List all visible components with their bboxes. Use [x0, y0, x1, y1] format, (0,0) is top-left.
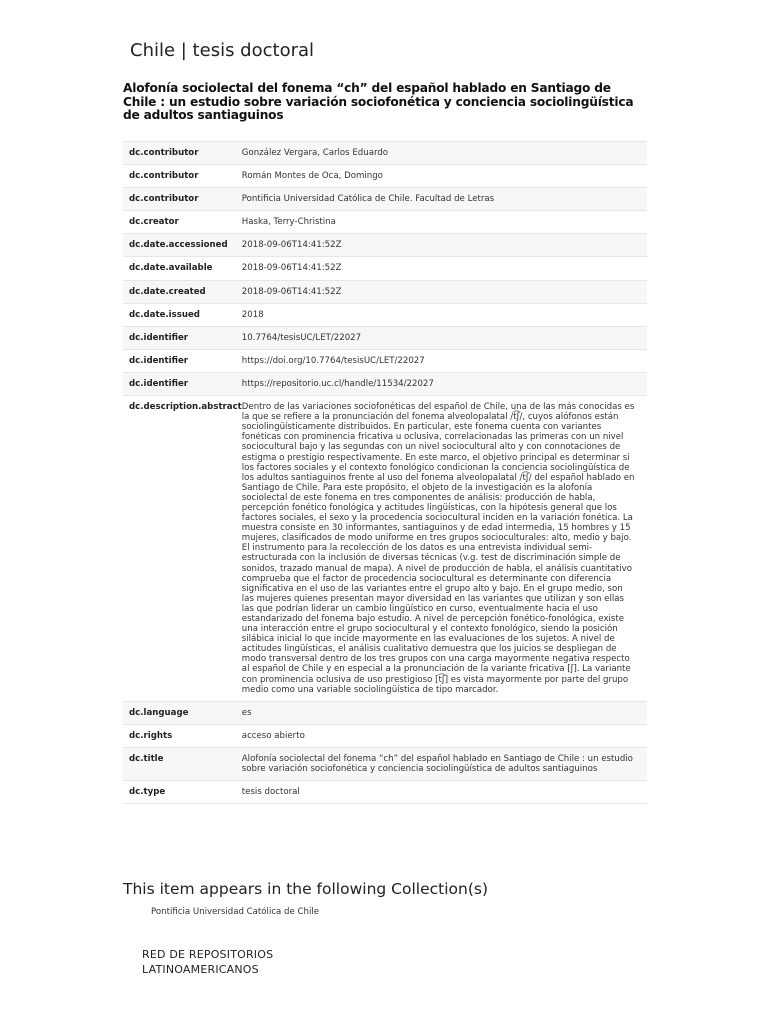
metadata-key: dc.date.available — [129, 263, 213, 274]
metadata-key: dc.rights — [129, 730, 173, 741]
metadata-key: dc.identifier — [129, 378, 189, 389]
footer-line: LATINOAMERICANOS — [142, 963, 259, 976]
metadata-key: dc.contributor — [129, 171, 199, 182]
table-row — [123, 211, 647, 234]
metadata-value: 2018-09-06T14:41:52Z — [241, 263, 342, 274]
metadata-key: dc.identifier — [129, 332, 189, 343]
collections-heading: This item appears in the following Collection(s) — [123, 880, 488, 898]
table-row — [123, 349, 647, 372]
metadata-key: dc.identifier — [129, 355, 189, 366]
metadata-value: Román Montes de Oca, Domingo — [241, 171, 383, 182]
page-header-title: Chile | tesis doctoral — [130, 40, 315, 61]
metadata-abstract: Dentro de las variaciones sociofonéticas del español de Chile, una de las más conocidas es la que se refiere a la pronunciación del fonema alveolopalatal /t͡ʃ/, cuyos alófonos están sociolingüísticamente distribuidos. En particular, este fonema cuenta con variantes fonéticas con prominencia fricativa u oclusiva, correlacionadas las primeras con un nivel sociocultural bajo y las segundas con un nivel sociocultural alto y con connotaciones de estigma o prestigio respectivamente. En este marco, el objetivo principal es determinar si los factores sociales y el contexto fonológico condicionan la conciencia sociolingüística de los adultos santiaguinos frente al uso del fonema alveolopalatal /t͡ʃ/ del español hablado en Santiago de Chile. Para este propósito, el objeto de la investigación es la alofonía sociolectal de este fonema en tres componentes de análisis: producción de habla, percepción fonético fonológica y actitudes lingüísticas, con la hipótesis general que los factores sociales, el sexo y la procedencia sociocultural inciden en la variación fonética. La muestra consiste en 30 informantes, santiaguinos y de edad intermedia, 15 hombres y 15 mujeres, clasificados de modo uniforme en tres grupos socioculturales: alto, medio y bajo. El instrumento para la recolección de los datos es una entrevista individual semi-estructurada con la inclusión de diversas técnicas (v.g. test de discriminación simple de sonidos, trazado manual de mapa). A nivel de producción de habla, el análisis cuantitativo comprueba que el factor de procedencia sociocultural es determinante con diferencia significativa en el uso de las variantes entre el grupo alto y bajo. En el grupo medio, son las mujeres quienes presentan mayor diversidad en las variantes que utilizan y son ellas las que podrían liderar un cambio lingüístico en curso, eventualmente hacia el uso estandarizado del fonema bajo estudio. A nivel de percepción fonético-fonológica, existe una interacción entre el grupo sociocultural y el contexto fonológico, siendo la posición silábica inicial lo que incide mayormente en las evaluaciones de los sujetos. A nivel de actitudes lingüísticas, el análisis cualitativo demuestra que los juicios se despliegan de modo transversal dentro de los tres grupos con una carga mayormente negativa respecto al español de Chile y en especial a la pronunciación de la variante fricativa [ʃ]. La variante con prominencia oclusiva de uso prestigioso [t͡ʃ] es vista mayormente por parte del grupo medio como una variable sociolingüística de tipo marcador. — [241, 402, 635, 695]
table-row — [123, 372, 647, 395]
table-row — [123, 701, 647, 724]
table-row — [123, 724, 647, 747]
table-row — [123, 165, 647, 188]
metadata-value: 2018-09-06T14:41:52Z — [241, 240, 342, 251]
table-row — [123, 142, 647, 165]
metadata-key: dc.date.accessioned — [129, 240, 228, 251]
footer-line: RED DE REPOSITORIOS — [142, 948, 274, 961]
item-title: Alofonía sociolectal del fonema “ch” del español hablado en Santiago de Chile : un estudio sobre variación sociofonética y conciencia sociolingüística de adultos santiaguinos — [123, 81, 634, 122]
table-row — [123, 234, 647, 257]
metadata-key: dc.date.created — [129, 286, 206, 297]
metadata-table — [123, 141, 647, 804]
table-row — [123, 303, 647, 326]
footer-network-name — [142, 947, 273, 977]
table-row — [123, 781, 647, 804]
metadata-key: dc.title — [129, 753, 164, 764]
metadata-value: https://repositorio.uc.cl/handle/11534/22027 — [241, 378, 434, 389]
metadata-value: Pontificia Universidad Católica de Chile. Facultad de Letras — [241, 194, 495, 205]
metadata-value: Alofonía sociolectal del fonema “ch” del español hablado en Santiago de Chile : un estudio sobre variación sociofonética y conciencia sociolingüística de adultos santiaguinos — [241, 753, 633, 775]
metadata-value: acceso abierto — [241, 730, 305, 741]
metadata-value: 10.7764/tesisUC/LET/22027 — [241, 332, 362, 343]
metadata-value: Haska, Terry-Christina — [241, 217, 336, 228]
metadata-key: dc.contributor — [129, 194, 199, 205]
metadata-key: dc.creator — [129, 217, 179, 228]
metadata-value: 2018-09-06T14:41:52Z — [241, 286, 342, 297]
table-row — [123, 280, 647, 303]
table-row — [123, 257, 647, 280]
metadata-value: tesis doctoral — [241, 787, 300, 798]
collection-link[interactable]: Pontificia Universidad Católica de Chile — [151, 907, 320, 917]
metadata-value: es — [241, 707, 252, 718]
table-row — [123, 747, 647, 780]
table-row — [123, 396, 647, 702]
table-row — [123, 188, 647, 211]
metadata-key: dc.type — [129, 787, 166, 798]
metadata-value: 2018 — [241, 309, 264, 320]
metadata-value: González Vergara, Carlos Eduardo — [241, 148, 389, 158]
metadata-key: dc.contributor — [129, 148, 199, 158]
metadata-value: https://doi.org/10.7764/tesisUC/LET/22027 — [241, 355, 425, 366]
metadata-key: dc.date.issued — [129, 309, 200, 320]
metadata-key: dc.description.abstract — [129, 402, 242, 413]
metadata-key: dc.language — [129, 707, 189, 718]
table-row — [123, 326, 647, 349]
